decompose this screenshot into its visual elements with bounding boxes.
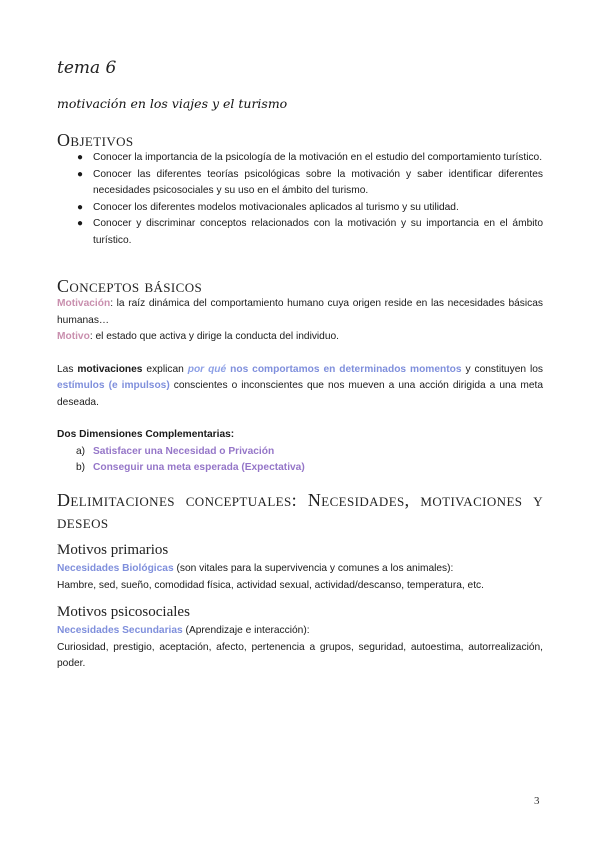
psicosociales-definition: Necesidades Secundarias (Aprendizaje e interacción):	[57, 625, 310, 636]
bullet-icon: ●	[77, 168, 84, 180]
delimitaciones-heading: Delimitaciones conceptuales: Necesidades, motivaciones y deseos	[57, 490, 543, 532]
motivo-term: Motivo	[57, 331, 90, 342]
primarios-definition: Necesidades Biológicas (son vitales para la supervivencia y comunes a los animales):	[57, 563, 454, 574]
psicosociales-list: Curiosidad, prestigio, aceptación, afecto, pertenencia a grupos, seguridad, autoestima, autorrealización, poder.	[57, 641, 543, 669]
primarios-list: Hambre, sed, sueño, comodidad física, actividad sexual, actividad/descanso, temperatura, etc.	[57, 579, 484, 591]
dimensions-title: Dos Dimensiones Complementarias:	[57, 429, 235, 440]
list-item: ● Conocer y discriminar conceptos relacionados con la motivación y su importancia en el ámbito turístico.	[77, 218, 543, 246]
chapter-subtitle: motivación en los viajes y el turismo	[57, 96, 288, 111]
motivo-definition: Motivo: el estado que activa y dirige la conducta del individuo.	[57, 331, 340, 342]
motivaciones-paragraph: Las motivaciones explican por qué nos comportamos en determinados momentos y constituyen los estímulos (e impulsos) conscientes o inconscientes que nos mueven a una acción dirigida a una meta deseada.	[57, 363, 543, 408]
list-item: ● Conocer la importancia de la psicología de la motivación en el estudio del comportamiento turístico.	[57, 150, 543, 167]
chapter-label: tema 6	[57, 58, 117, 78]
motivacion-term: Motivación	[57, 298, 111, 309]
conceptos-heading: Conceptos básicos	[57, 276, 203, 296]
bullet-icon: ●	[77, 218, 84, 229]
list-item: ● Conocer las diferentes teorías psicológicas sobre la motivación y saber identificar diferentes necesidades psicosociales y su uso en el ámbito del turismo.	[77, 168, 543, 196]
delimitaciones-section	[57, 489, 543, 673]
list-item: ● Conocer los diferentes modelos motivacionales aplicados al turismo y su utilidad.	[57, 200, 543, 217]
conceptos-section	[57, 276, 543, 477]
psicosociales-heading: Motivos psicosociales	[57, 604, 190, 620]
objetivos-list	[57, 150, 543, 249]
page-number: 3	[534, 795, 540, 807]
list-item: a) Satisfacer una Necesidad o Privación	[76, 445, 275, 457]
motivacion-definition: Motivación: la raíz dinámica del comportamiento humano cuya origen reside en las necesidades básicas humanas…	[57, 298, 543, 326]
bullet-icon: ●	[77, 201, 84, 213]
list-item: b) Conseguir una meta esperada (Expectativa)	[76, 462, 305, 473]
objetivos-section	[57, 130, 543, 249]
objetivos-heading: Objetivos	[57, 130, 134, 150]
primarios-heading: Motivos primarios	[57, 542, 169, 558]
bullet-icon: ●	[77, 152, 84, 163]
dimensions-list	[57, 444, 543, 477]
